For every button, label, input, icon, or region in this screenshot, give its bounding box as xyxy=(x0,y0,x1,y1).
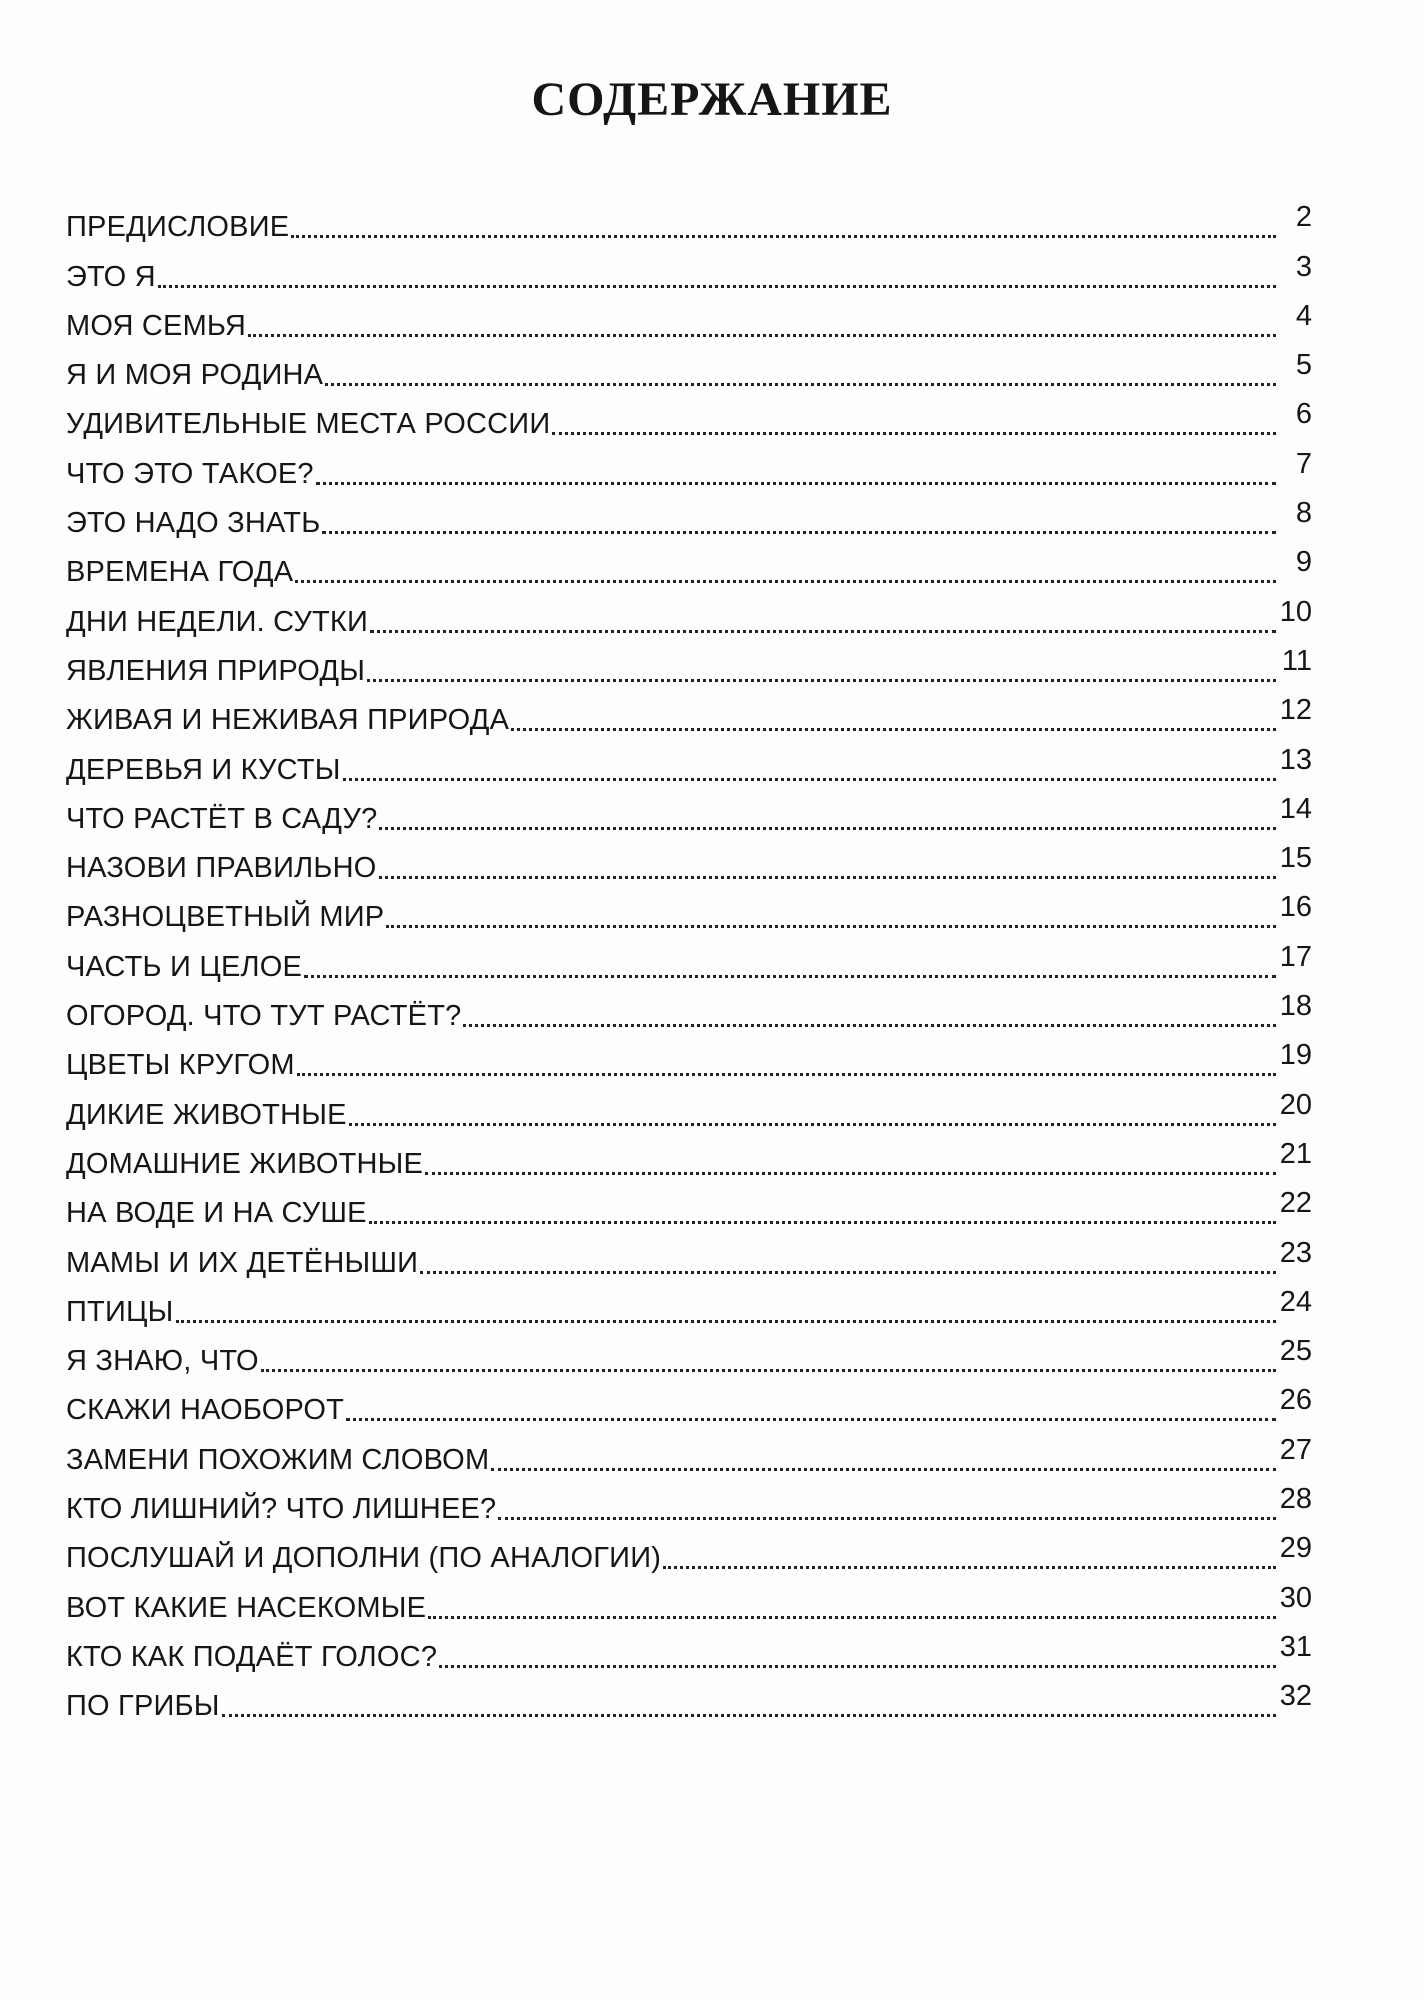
dot-leader xyxy=(261,1369,1276,1372)
toc-entry xyxy=(66,199,1312,248)
toc-entry-page-number: 8 xyxy=(1295,497,1312,530)
toc-entry xyxy=(66,495,1312,544)
toc-entry-page-number: 32 xyxy=(1279,1680,1312,1713)
toc-entry-title: ДЕРЕВЬЯ И КУСТЫ xyxy=(66,753,341,786)
toc-entry xyxy=(66,643,1312,692)
toc-entry-page-number: 6 xyxy=(1295,398,1312,431)
toc-entry xyxy=(66,298,1312,347)
toc-entry-page-number: 27 xyxy=(1279,1433,1312,1466)
toc-entry xyxy=(66,1136,1312,1185)
dot-leader xyxy=(463,1024,1276,1027)
dot-leader xyxy=(297,1073,1276,1076)
toc-entry-page-number: 21 xyxy=(1279,1137,1312,1170)
toc-entry xyxy=(66,1431,1312,1480)
dot-leader xyxy=(222,1714,1276,1717)
toc-entry-page-number: 19 xyxy=(1279,1039,1312,1072)
toc-entry xyxy=(66,1234,1312,1283)
toc-entry-page-number: 10 xyxy=(1279,595,1312,628)
toc-entry-title: ПОСЛУШАЙ И ДОПОЛНИ (ПО АНАЛОГИИ) xyxy=(66,1542,662,1575)
dot-leader xyxy=(304,975,1276,978)
toc-entry xyxy=(66,1037,1312,1086)
toc-entry-page-number: 20 xyxy=(1279,1088,1312,1121)
dot-leader xyxy=(663,1566,1276,1569)
dot-leader xyxy=(346,1418,1276,1421)
toc-entry-page-number: 13 xyxy=(1279,743,1312,776)
toc-entry-page-number: 2 xyxy=(1295,201,1312,234)
dot-leader xyxy=(295,580,1276,583)
dot-leader xyxy=(370,630,1276,633)
toc-entry-title: ДИКИЕ ЖИВОТНЫЕ xyxy=(66,1098,347,1131)
toc-entry-title: СКАЖИ НАОБОРОТ xyxy=(66,1394,345,1427)
toc-entry-page-number: 31 xyxy=(1279,1630,1312,1663)
toc-entry xyxy=(66,741,1312,790)
toc-entry-page-number: 29 xyxy=(1279,1532,1312,1565)
toc-entry-page-number: 16 xyxy=(1279,891,1312,924)
toc-entry-page-number: 26 xyxy=(1279,1384,1312,1417)
dot-leader xyxy=(379,876,1277,879)
toc-entry-page-number: 15 xyxy=(1279,842,1312,875)
toc-entry xyxy=(66,248,1312,297)
page-title: СОДЕРЖАНИЕ xyxy=(531,73,893,126)
toc-entry xyxy=(66,1579,1312,1628)
toc-entry xyxy=(66,1086,1312,1135)
toc-entry-title: ПТИЦЫ xyxy=(66,1295,174,1328)
toc-entry xyxy=(66,1678,1312,1727)
toc-entry-title: ЯВЛЕНИЯ ПРИРОДЫ xyxy=(66,654,366,687)
dot-leader xyxy=(248,334,1276,337)
dot-leader xyxy=(349,1123,1276,1126)
toc-entry-page-number: 28 xyxy=(1279,1483,1312,1516)
toc-entry xyxy=(66,544,1312,593)
toc-entry-page-number: 4 xyxy=(1295,299,1312,332)
dot-leader xyxy=(498,1517,1276,1520)
toc-entry-title: ЧТО РАСТЁТ В САДУ? xyxy=(66,802,378,835)
toc-entry-title: МАМЫ И ИХ ДЕТЁНЫШИ xyxy=(66,1246,419,1279)
toc-entry-title: ОГОРОД. ЧТО ТУТ РАСТЁТ? xyxy=(66,1000,462,1033)
toc-entry xyxy=(66,1382,1312,1431)
toc-entry-page-number: 18 xyxy=(1279,990,1312,1023)
toc-entry xyxy=(66,347,1312,396)
toc-entry-title: КТО ЛИШНИЙ? ЧТО ЛИШНЕЕ? xyxy=(66,1493,497,1526)
toc-entry xyxy=(66,988,1312,1037)
toc-entry-title: ЗАМЕНИ ПОХОЖИМ СЛОВОМ xyxy=(66,1443,490,1476)
dot-leader xyxy=(511,728,1276,731)
toc-entry-title: УДИВИТЕЛЬНЫЕ МЕСТА РОССИИ xyxy=(66,408,551,441)
toc-entry-title: ДНИ НЕДЕЛИ. СУТКИ xyxy=(66,605,368,638)
toc-entry-title: ПО ГРИБЫ xyxy=(66,1690,220,1723)
toc-entry-page-number: 12 xyxy=(1279,694,1312,727)
dot-leader xyxy=(552,432,1276,435)
toc-entry-page-number: 11 xyxy=(1281,644,1312,677)
toc-entry-page-number: 14 xyxy=(1279,792,1312,825)
toc-entry xyxy=(66,593,1312,642)
toc-entry-page-number: 25 xyxy=(1279,1335,1312,1368)
toc-entry-title: КТО КАК ПОДАЁТ ГОЛОС? xyxy=(66,1640,438,1673)
table-of-contents xyxy=(66,199,1312,1727)
toc-entry-title: ЦВЕТЫ КРУГОМ xyxy=(66,1049,295,1082)
dot-leader xyxy=(325,383,1276,386)
dot-leader xyxy=(158,285,1276,288)
toc-entry-title: ПРЕДИСЛОВИЕ xyxy=(66,211,290,244)
toc-entry xyxy=(66,692,1312,741)
toc-entry xyxy=(66,1530,1312,1579)
toc-entry xyxy=(66,1284,1312,1333)
toc-entry-page-number: 5 xyxy=(1295,349,1312,382)
toc-entry-title: НАЗОВИ ПРАВИЛЬНО xyxy=(66,852,377,885)
toc-entry-page-number: 24 xyxy=(1279,1285,1312,1318)
toc-entry xyxy=(66,889,1312,938)
toc-entry-title: ЖИВАЯ И НЕЖИВАЯ ПРИРОДА xyxy=(66,704,510,737)
dot-leader xyxy=(176,1320,1276,1323)
toc-entry-title: ЧАСТЬ И ЦЕЛОЕ xyxy=(66,950,303,983)
toc-entry xyxy=(66,938,1312,987)
dot-leader xyxy=(369,1221,1276,1224)
toc-entry xyxy=(66,396,1312,445)
toc-entry-page-number: 23 xyxy=(1279,1236,1312,1269)
toc-entry-title: Я ЗНАЮ, ЧТО xyxy=(66,1345,259,1378)
dot-leader xyxy=(343,778,1276,781)
toc-entry-page-number: 22 xyxy=(1279,1187,1312,1220)
dot-leader xyxy=(425,1172,1276,1175)
toc-entry-title: РАЗНОЦВЕТНЫЙ МИР xyxy=(66,901,385,934)
toc-entry-title: ДОМАШНИЕ ЖИВОТНЫЕ xyxy=(66,1147,424,1180)
dot-leader xyxy=(322,531,1276,534)
toc-entry-title: ЧТО ЭТО ТАКОЕ? xyxy=(66,457,314,490)
toc-entry xyxy=(66,1333,1312,1382)
dot-leader xyxy=(367,679,1276,682)
dot-leader xyxy=(439,1665,1276,1668)
toc-entry xyxy=(66,840,1312,889)
toc-entry-title: ВОТ КАКИЕ НАСЕКОМЫЕ xyxy=(66,1591,427,1624)
toc-entry-page-number: 17 xyxy=(1279,940,1312,973)
toc-entry-title: ЭТО Я xyxy=(66,260,156,293)
dot-leader xyxy=(316,482,1276,485)
toc-entry-title: Я И МОЯ РОДИНА xyxy=(66,359,324,392)
toc-entry xyxy=(66,791,1312,840)
dot-leader xyxy=(420,1271,1276,1274)
toc-entry-page-number: 30 xyxy=(1279,1581,1312,1614)
dot-leader xyxy=(386,925,1276,928)
toc-entry-title: НА ВОДЕ И НА СУШЕ xyxy=(66,1197,367,1230)
dot-leader xyxy=(428,1616,1276,1619)
toc-entry-title: ВРЕМЕНА ГОДА xyxy=(66,556,294,589)
toc-entry-page-number: 7 xyxy=(1295,447,1312,480)
toc-entry xyxy=(66,445,1312,494)
toc-entry-title: МОЯ СЕМЬЯ xyxy=(66,309,246,342)
toc-entry xyxy=(66,1185,1312,1234)
toc-entry-title: ЭТО НАДО ЗНАТЬ xyxy=(66,507,321,540)
toc-entry-page-number: 3 xyxy=(1295,250,1312,283)
dot-leader xyxy=(291,235,1276,238)
dot-leader xyxy=(491,1468,1276,1471)
toc-entry xyxy=(66,1629,1312,1678)
toc-entry-page-number: 9 xyxy=(1295,546,1312,579)
dot-leader xyxy=(379,827,1276,830)
toc-entry xyxy=(66,1481,1312,1530)
